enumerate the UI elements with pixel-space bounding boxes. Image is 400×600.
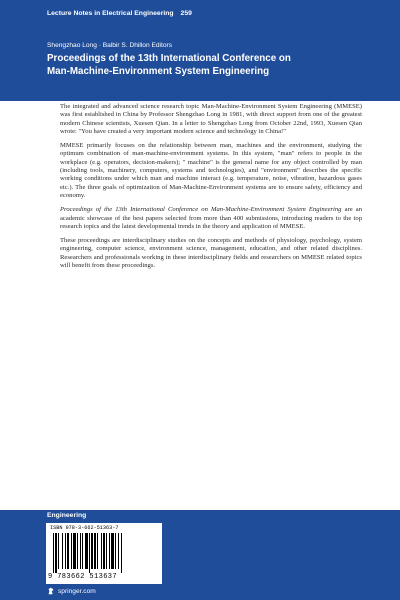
barcode-bar <box>118 533 119 569</box>
barcode-bar <box>58 533 59 569</box>
barcode-bar <box>103 533 105 569</box>
barcode-bar <box>85 533 88 569</box>
barcode-bar <box>62 533 63 569</box>
blurb-paragraph-1: The integrated and advanced science research topic Man-Machine-Environment System Engineering (MMESE) was first established in China by Professor Shengzhao Long in 1981, with direct support from one of the greatest modern Chinese scientists, Xuesen Qian. In a letter to Shengzhao Long from October 22nd, 1993, Xuesen Qian wrote: "You have created a very important modern science and technology in China!" <box>60 103 362 135</box>
blurb-paragraph-3-rest: are an academic showcase of the best papers selected from more than 400 submissions, introducing readers to the top research topics and the latest developmental trends in the theory and application of MMESE. <box>60 206 362 230</box>
barcode-bar <box>71 533 72 569</box>
barcode-bar <box>89 533 90 573</box>
series-volume: 259 <box>180 10 192 17</box>
barcode-bar <box>106 533 107 569</box>
barcode-bar <box>80 533 81 569</box>
barcode-bar <box>109 533 110 569</box>
barcode <box>52 533 156 573</box>
barcode-bar <box>111 533 114 569</box>
barcode-panel <box>46 523 162 584</box>
title-line-2: Man-Machine-Environment System Engineering <box>47 65 270 77</box>
series-line <box>47 10 192 17</box>
barcode-bar <box>55 533 57 573</box>
barcode-bar <box>67 533 69 569</box>
barcode-bar <box>73 533 76 569</box>
blurb-paragraph-2: MMESE primarily focuses on the relationship between man, machines and the environment, studying the optimum combination of man-machine-environment systems. In this system, "man" refers to people in the workplace (e.g. operators, decision-makers); " machine" is the general name for any object controlled by man (including tools, machinery, computers, systems and technologies), and "environment" describes the specific working conditions under which man and machine interact (e.g. temperature, noise, vibration, hazardous gases etc.). The three goals of optimization of Man-Machine-Environment systems are to ensure safety, efficiency and economy. <box>60 142 362 199</box>
blurb-paragraph-3 <box>60 206 362 231</box>
publisher-mark <box>47 587 96 595</box>
blurb <box>60 103 362 276</box>
barcode-bar <box>65 533 66 569</box>
blurb-paragraph-4: These proceedings are interdisciplinary studies on the concepts and methods of physiology, psychology, system engineering, computer science, environment science, management, education, and other related disciplines. Researchers and professionals working in these interdisciplinary fields and researchers on MMESE related topics will benefit from these proceedings. <box>60 237 362 270</box>
title-line-1: Proceedings of the 13th International Conference on <box>47 53 291 64</box>
barcode-bar <box>91 533 93 569</box>
subject-label: Engineering <box>47 512 87 519</box>
barcode-bar <box>53 533 54 573</box>
barcode-bars <box>52 533 156 573</box>
barcode-digits: 9 783662 513637 <box>48 573 118 581</box>
barcode-bar <box>77 533 78 569</box>
springer-horse-icon <box>47 587 55 595</box>
barcode-bar <box>94 533 96 569</box>
series-name: Lecture Notes in Electrical Engineering <box>47 10 174 17</box>
book-title <box>47 53 387 78</box>
isbn-label: ISBN 978-3-662-51363-7 <box>50 525 119 531</box>
barcode-bar <box>121 533 122 573</box>
editors: Shengzhao Long · Balbir S. Dhillon Editors <box>47 42 172 49</box>
barcode-bar <box>97 533 98 569</box>
barcode-bar <box>82 533 83 569</box>
barcode-bar <box>115 533 116 569</box>
publisher-url: springer.com <box>58 587 96 595</box>
barcode-bar <box>101 533 102 569</box>
proceedings-title-italic: Proceedings of the 13th International Conference on Man-Machine-Environment System Engineering <box>60 206 342 214</box>
